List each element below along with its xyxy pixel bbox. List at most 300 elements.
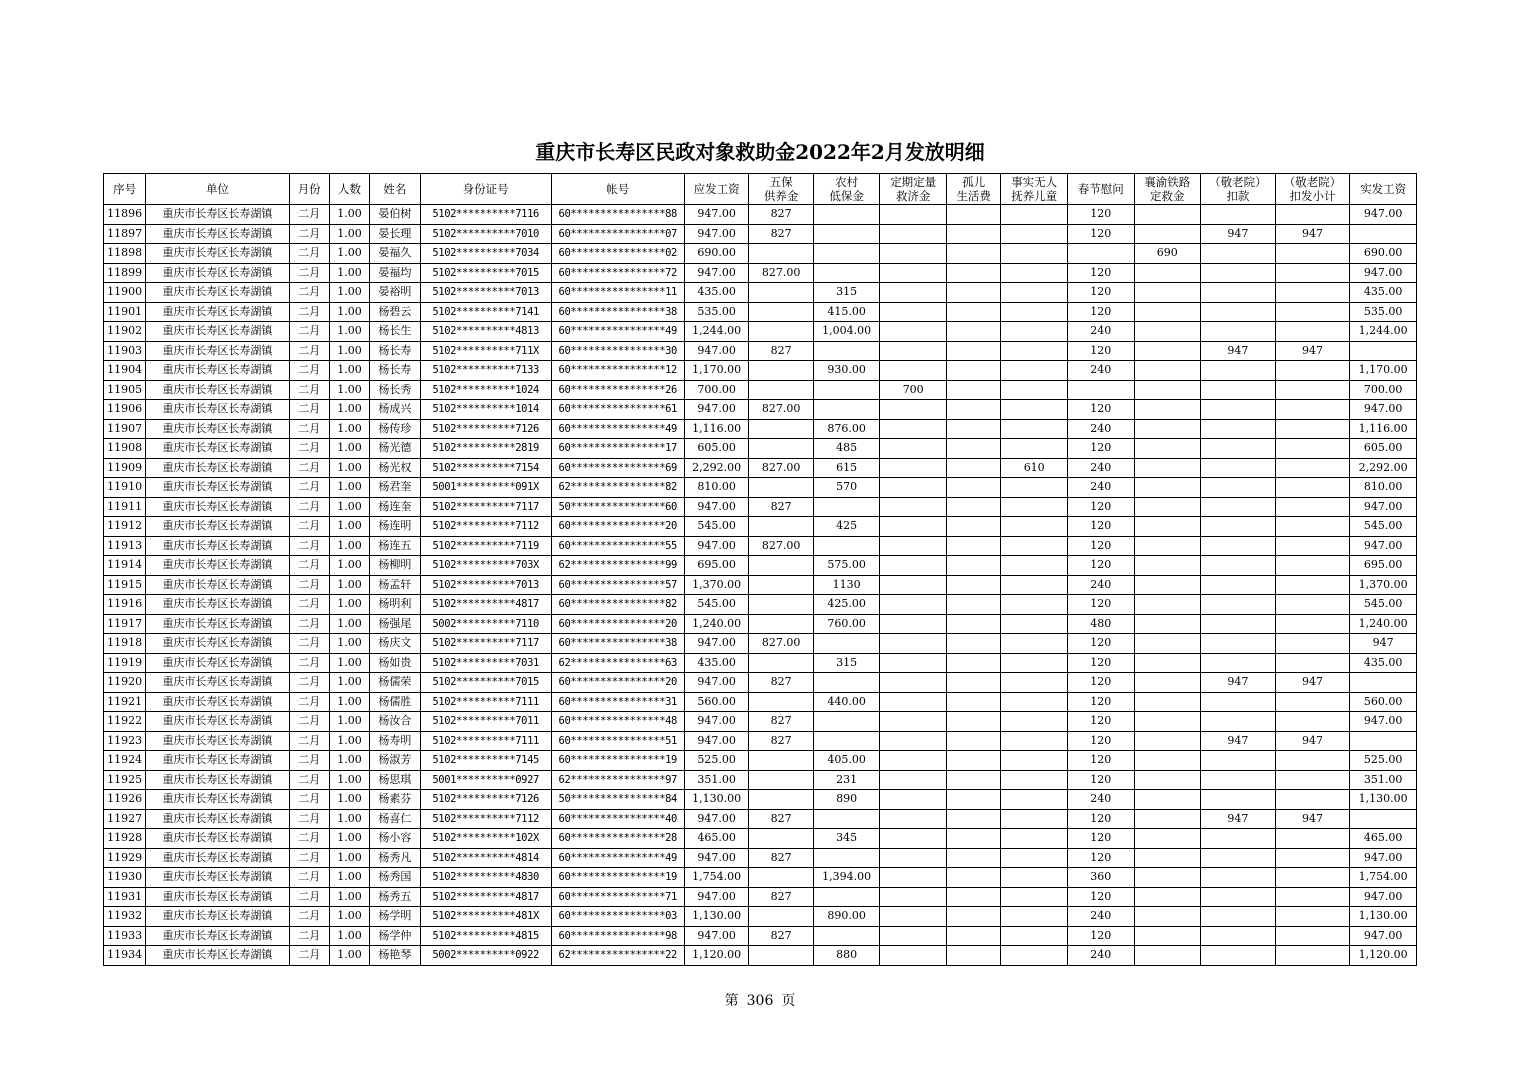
cell-regular-relief <box>880 302 947 322</box>
cell-rural-dibao <box>813 224 880 244</box>
cell-actual-pay: 947 <box>1350 634 1417 654</box>
cell-orphan-living <box>946 907 1000 927</box>
cell-index: 11896 <box>104 205 146 225</box>
cell-unsupported-child <box>1001 673 1068 693</box>
cell-count: 1.00 <box>329 907 369 927</box>
cell-regular-relief <box>880 595 947 615</box>
cell-name: 杨成兴 <box>370 400 420 420</box>
cell-unsupported-child <box>1001 653 1068 673</box>
cell-xiangyu-railway <box>1134 205 1201 225</box>
cell-index: 11903 <box>104 341 146 361</box>
header-col-regular-relief: 定期定量 救济金 <box>880 174 947 205</box>
cell-regular-relief <box>880 653 947 673</box>
header-col-unit: 单位 <box>146 174 289 205</box>
cell-account: 60****************31 <box>551 692 684 712</box>
cell-month: 二月 <box>289 224 329 244</box>
cell-index: 11923 <box>104 731 146 751</box>
cell-regular-relief <box>880 809 947 829</box>
cell-payable: 947.00 <box>684 673 749 693</box>
cell-account: 50****************60 <box>551 497 684 517</box>
cell-count: 1.00 <box>329 205 369 225</box>
cell-actual-pay: 560.00 <box>1350 692 1417 712</box>
cell-regular-relief <box>880 751 947 771</box>
cell-unit: 重庆市长寿区长寿湖镇 <box>146 712 289 732</box>
cell-account: 60****************20 <box>551 517 684 537</box>
cell-account: 60****************51 <box>551 731 684 751</box>
cell-unsupported-child <box>1001 302 1068 322</box>
cell-account: 60****************82 <box>551 595 684 615</box>
cell-rural-dibao: 570 <box>813 478 880 498</box>
cell-regular-relief <box>880 907 947 927</box>
cell-account: 62****************97 <box>551 770 684 790</box>
cell-index: 11913 <box>104 536 146 556</box>
cell-xiangyu-railway <box>1134 595 1201 615</box>
cell-nursing-deduction-subtotal <box>1275 322 1350 342</box>
cell-name: 杨学仲 <box>370 926 420 946</box>
cell-index: 11922 <box>104 712 146 732</box>
cell-xiangyu-railway <box>1134 458 1201 478</box>
cell-spring-festival: 120 <box>1067 595 1134 615</box>
cell-nursing-deduction <box>1201 380 1276 400</box>
cell-xiangyu-railway <box>1134 907 1201 927</box>
cell-nursing-deduction: 947 <box>1201 809 1276 829</box>
cell-orphan-living <box>946 419 1000 439</box>
cell-index: 11933 <box>104 926 146 946</box>
cell-actual-pay: 1,116.00 <box>1350 419 1417 439</box>
cell-account: 60****************38 <box>551 634 684 654</box>
cell-account: 60****************38 <box>551 302 684 322</box>
cell-actual-pay: 605.00 <box>1350 439 1417 459</box>
cell-regular-relief <box>880 224 947 244</box>
cell-nursing-deduction-subtotal <box>1275 692 1350 712</box>
cell-spring-festival: 480 <box>1067 614 1134 634</box>
cell-payable: 545.00 <box>684 595 749 615</box>
cell-nursing-deduction <box>1201 653 1276 673</box>
cell-orphan-living <box>946 517 1000 537</box>
cell-nursing-deduction <box>1201 517 1276 537</box>
cell-month: 二月 <box>289 536 329 556</box>
cell-actual-pay: 2,292.00 <box>1350 458 1417 478</box>
cell-orphan-living <box>946 809 1000 829</box>
cell-id-number: 5102**********7031 <box>420 653 551 673</box>
cell-spring-festival: 120 <box>1067 653 1134 673</box>
table-row <box>104 517 1417 537</box>
cell-month: 二月 <box>289 439 329 459</box>
cell-index: 11916 <box>104 595 146 615</box>
cell-spring-festival: 120 <box>1067 497 1134 517</box>
table-row <box>104 809 1417 829</box>
header-col-index: 序号 <box>104 174 146 205</box>
cell-spring-festival: 240 <box>1067 946 1134 966</box>
cell-payable: 947.00 <box>684 712 749 732</box>
cell-unsupported-child <box>1001 536 1068 556</box>
cell-unit: 重庆市长寿区长寿湖镇 <box>146 829 289 849</box>
cell-payable: 700.00 <box>684 380 749 400</box>
cell-payable: 947.00 <box>684 634 749 654</box>
cell-five-guarantee <box>749 517 814 537</box>
cell-nursing-deduction <box>1201 322 1276 342</box>
cell-actual-pay: 1,130.00 <box>1350 907 1417 927</box>
cell-xiangyu-railway <box>1134 809 1201 829</box>
page-title: 重庆市长寿区民政对象救助金2022年2月发放明细 <box>535 140 985 164</box>
cell-account: 62****************99 <box>551 556 684 576</box>
cell-spring-festival: 120 <box>1067 263 1134 283</box>
cell-rural-dibao <box>813 673 880 693</box>
cell-unsupported-child <box>1001 614 1068 634</box>
cell-actual-pay: 810.00 <box>1350 478 1417 498</box>
cell-index: 11898 <box>104 244 146 264</box>
cell-account: 60****************26 <box>551 380 684 400</box>
cell-spring-festival: 240 <box>1067 419 1134 439</box>
table-row <box>104 907 1417 927</box>
cell-spring-festival: 120 <box>1067 205 1134 225</box>
cell-unit: 重庆市长寿区长寿湖镇 <box>146 302 289 322</box>
cell-count: 1.00 <box>329 829 369 849</box>
table-row <box>104 712 1417 732</box>
cell-rural-dibao: 1130 <box>813 575 880 595</box>
cell-five-guarantee: 827 <box>749 887 814 907</box>
cell-nursing-deduction-subtotal <box>1275 556 1350 576</box>
cell-xiangyu-railway <box>1134 673 1201 693</box>
cell-nursing-deduction-subtotal <box>1275 517 1350 537</box>
cell-nursing-deduction: 947 <box>1201 673 1276 693</box>
cell-name: 杨连五 <box>370 536 420 556</box>
cell-nursing-deduction: 947 <box>1201 341 1276 361</box>
cell-five-guarantee <box>749 653 814 673</box>
cell-payable: 605.00 <box>684 439 749 459</box>
cell-nursing-deduction <box>1201 556 1276 576</box>
cell-count: 1.00 <box>329 497 369 517</box>
cell-name: 杨光德 <box>370 439 420 459</box>
cell-nursing-deduction <box>1201 770 1276 790</box>
cell-spring-festival <box>1067 380 1134 400</box>
cell-account: 60****************20 <box>551 614 684 634</box>
cell-actual-pay: 695.00 <box>1350 556 1417 576</box>
cell-name: 杨孟轩 <box>370 575 420 595</box>
cell-orphan-living <box>946 556 1000 576</box>
cell-actual-pay: 465.00 <box>1350 829 1417 849</box>
cell-rural-dibao <box>813 634 880 654</box>
cell-actual-pay: 1,370.00 <box>1350 575 1417 595</box>
cell-orphan-living <box>946 692 1000 712</box>
cell-unit: 重庆市长寿区长寿湖镇 <box>146 595 289 615</box>
cell-id-number: 5102**********7141 <box>420 302 551 322</box>
cell-name: 杨学明 <box>370 907 420 927</box>
cell-month: 二月 <box>289 478 329 498</box>
table-body <box>104 205 1417 966</box>
cell-nursing-deduction-subtotal <box>1275 770 1350 790</box>
cell-unsupported-child <box>1001 419 1068 439</box>
cell-orphan-living <box>946 868 1000 888</box>
cell-rural-dibao: 880 <box>813 946 880 966</box>
cell-name: 杨淑芳 <box>370 751 420 771</box>
cell-account: 60****************11 <box>551 283 684 303</box>
cell-payable: 947.00 <box>684 205 749 225</box>
cell-account: 60****************49 <box>551 419 684 439</box>
cell-xiangyu-railway <box>1134 302 1201 322</box>
cell-nursing-deduction <box>1201 536 1276 556</box>
cell-month: 二月 <box>289 712 329 732</box>
cell-payable: 947.00 <box>684 887 749 907</box>
cell-nursing-deduction-subtotal <box>1275 848 1350 868</box>
cell-account: 60****************69 <box>551 458 684 478</box>
header-col-nursing-deduction: （敬老院） 扣款 <box>1201 174 1276 205</box>
cell-five-guarantee <box>749 419 814 439</box>
cell-nursing-deduction <box>1201 887 1276 907</box>
cell-actual-pay: 1,170.00 <box>1350 361 1417 381</box>
cell-five-guarantee <box>749 302 814 322</box>
cell-count: 1.00 <box>329 322 369 342</box>
cell-actual-pay: 1,120.00 <box>1350 946 1417 966</box>
cell-orphan-living <box>946 478 1000 498</box>
table-row <box>104 926 1417 946</box>
cell-month: 二月 <box>289 341 329 361</box>
cell-month: 二月 <box>289 302 329 322</box>
header-col-spring-festival: 春节慰问 <box>1067 174 1134 205</box>
cell-name: 杨君奎 <box>370 478 420 498</box>
cell-five-guarantee <box>749 692 814 712</box>
cell-nursing-deduction-subtotal <box>1275 575 1350 595</box>
cell-name: 杨思琪 <box>370 770 420 790</box>
cell-id-number: 5102**********4815 <box>420 926 551 946</box>
cell-regular-relief <box>880 790 947 810</box>
cell-payable: 465.00 <box>684 829 749 849</box>
cell-id-number: 5102**********7117 <box>420 497 551 517</box>
cell-xiangyu-railway <box>1134 322 1201 342</box>
cell-name: 杨光权 <box>370 458 420 478</box>
cell-nursing-deduction <box>1201 302 1276 322</box>
cell-spring-festival: 240 <box>1067 361 1134 381</box>
cell-nursing-deduction-subtotal <box>1275 751 1350 771</box>
cell-id-number: 5102**********7117 <box>420 634 551 654</box>
cell-unsupported-child <box>1001 946 1068 966</box>
cell-xiangyu-railway <box>1134 634 1201 654</box>
cell-id-number: 5002**********7110 <box>420 614 551 634</box>
cell-xiangyu-railway <box>1134 439 1201 459</box>
cell-rural-dibao <box>813 887 880 907</box>
cell-payable: 947.00 <box>684 497 749 517</box>
table-row <box>104 575 1417 595</box>
cell-spring-festival: 240 <box>1067 322 1134 342</box>
cell-count: 1.00 <box>329 244 369 264</box>
cell-spring-festival: 120 <box>1067 283 1134 303</box>
cell-count: 1.00 <box>329 653 369 673</box>
cell-xiangyu-railway <box>1134 283 1201 303</box>
cell-account: 50****************84 <box>551 790 684 810</box>
cell-id-number: 5102**********7126 <box>420 790 551 810</box>
cell-index: 11911 <box>104 497 146 517</box>
cell-actual-pay <box>1350 809 1417 829</box>
cell-id-number: 5001**********0927 <box>420 770 551 790</box>
cell-unsupported-child <box>1001 556 1068 576</box>
cell-nursing-deduction <box>1201 614 1276 634</box>
cell-name: 杨秀凡 <box>370 848 420 868</box>
cell-five-guarantee: 827.00 <box>749 536 814 556</box>
cell-unit: 重庆市长寿区长寿湖镇 <box>146 907 289 927</box>
cell-regular-relief <box>880 868 947 888</box>
cell-xiangyu-railway <box>1134 263 1201 283</box>
cell-xiangyu-railway <box>1134 926 1201 946</box>
cell-name: 杨连明 <box>370 517 420 537</box>
cell-nursing-deduction-subtotal <box>1275 712 1350 732</box>
cell-id-number: 5102**********4817 <box>420 595 551 615</box>
cell-rural-dibao <box>813 341 880 361</box>
header-col-account: 帐号 <box>551 174 684 205</box>
cell-orphan-living <box>946 575 1000 595</box>
cell-rural-dibao: 315 <box>813 653 880 673</box>
cell-index: 11906 <box>104 400 146 420</box>
cell-spring-festival: 120 <box>1067 517 1134 537</box>
cell-month: 二月 <box>289 809 329 829</box>
header-col-nursing-deduction-subtotal: （敬老院） 扣发小计 <box>1275 174 1350 205</box>
cell-five-guarantee <box>749 946 814 966</box>
cell-count: 1.00 <box>329 595 369 615</box>
cell-spring-festival: 120 <box>1067 634 1134 654</box>
table-row <box>104 848 1417 868</box>
cell-nursing-deduction-subtotal: 947 <box>1275 224 1350 244</box>
cell-five-guarantee: 827 <box>749 224 814 244</box>
cell-nursing-deduction-subtotal <box>1275 926 1350 946</box>
cell-payable: 1,130.00 <box>684 790 749 810</box>
cell-unsupported-child: 610 <box>1001 458 1068 478</box>
cell-payable: 947.00 <box>684 809 749 829</box>
cell-account: 60****************02 <box>551 244 684 264</box>
cell-unsupported-child <box>1001 205 1068 225</box>
cell-five-guarantee: 827 <box>749 205 814 225</box>
cell-index: 11897 <box>104 224 146 244</box>
cell-count: 1.00 <box>329 946 369 966</box>
cell-payable: 1,754.00 <box>684 868 749 888</box>
cell-nursing-deduction-subtotal <box>1275 536 1350 556</box>
cell-id-number: 5102**********7126 <box>420 419 551 439</box>
cell-unsupported-child <box>1001 575 1068 595</box>
table-row <box>104 302 1417 322</box>
cell-rural-dibao: 1,394.00 <box>813 868 880 888</box>
table-row <box>104 380 1417 400</box>
cell-xiangyu-railway <box>1134 536 1201 556</box>
cell-nursing-deduction <box>1201 790 1276 810</box>
cell-index: 11902 <box>104 322 146 342</box>
cell-rural-dibao <box>813 380 880 400</box>
cell-name: 晏长理 <box>370 224 420 244</box>
cell-regular-relief <box>880 400 947 420</box>
cell-five-guarantee <box>749 283 814 303</box>
cell-xiangyu-railway <box>1134 946 1201 966</box>
table-row <box>104 614 1417 634</box>
cell-name: 杨长秀 <box>370 380 420 400</box>
cell-xiangyu-railway <box>1134 887 1201 907</box>
table-row <box>104 595 1417 615</box>
cell-month: 二月 <box>289 205 329 225</box>
cell-five-guarantee: 827 <box>749 848 814 868</box>
cell-unit: 重庆市长寿区长寿湖镇 <box>146 263 289 283</box>
cell-payable: 695.00 <box>684 556 749 576</box>
cell-xiangyu-railway <box>1134 224 1201 244</box>
cell-five-guarantee <box>749 380 814 400</box>
cell-index: 11907 <box>104 419 146 439</box>
cell-unit: 重庆市长寿区长寿湖镇 <box>146 634 289 654</box>
cell-unsupported-child <box>1001 478 1068 498</box>
cell-count: 1.00 <box>329 341 369 361</box>
header-col-actual-pay: 实发工资 <box>1350 174 1417 205</box>
cell-five-guarantee <box>749 770 814 790</box>
cell-count: 1.00 <box>329 926 369 946</box>
cell-actual-pay: 690.00 <box>1350 244 1417 264</box>
cell-spring-festival: 120 <box>1067 731 1134 751</box>
cell-payable: 1,170.00 <box>684 361 749 381</box>
cell-orphan-living <box>946 302 1000 322</box>
cell-five-guarantee <box>749 868 814 888</box>
cell-unit: 重庆市长寿区长寿湖镇 <box>146 575 289 595</box>
cell-rural-dibao <box>813 205 880 225</box>
cell-actual-pay: 947.00 <box>1350 848 1417 868</box>
cell-unsupported-child <box>1001 848 1068 868</box>
cell-nursing-deduction <box>1201 205 1276 225</box>
cell-rural-dibao: 425 <box>813 517 880 537</box>
table-row <box>104 263 1417 283</box>
cell-actual-pay: 947.00 <box>1350 887 1417 907</box>
cell-regular-relief <box>880 575 947 595</box>
cell-index: 11921 <box>104 692 146 712</box>
cell-xiangyu-railway <box>1134 400 1201 420</box>
cell-rural-dibao <box>813 263 880 283</box>
cell-rural-dibao: 440.00 <box>813 692 880 712</box>
cell-xiangyu-railway: 690 <box>1134 244 1201 264</box>
cell-account: 60****************49 <box>551 848 684 868</box>
cell-id-number: 5102**********7011 <box>420 712 551 732</box>
cell-spring-festival: 120 <box>1067 809 1134 829</box>
table-row <box>104 361 1417 381</box>
cell-actual-pay: 1,130.00 <box>1350 790 1417 810</box>
cell-spring-festival: 120 <box>1067 556 1134 576</box>
cell-actual-pay <box>1350 731 1417 751</box>
cell-index: 11899 <box>104 263 146 283</box>
cell-count: 1.00 <box>329 712 369 732</box>
cell-rural-dibao: 405.00 <box>813 751 880 771</box>
cell-orphan-living <box>946 341 1000 361</box>
cell-orphan-living <box>946 263 1000 283</box>
cell-actual-pay: 1,754.00 <box>1350 868 1417 888</box>
header-col-orphan-living: 孤儿 生活费 <box>946 174 1000 205</box>
cell-index: 11905 <box>104 380 146 400</box>
table-row <box>104 244 1417 264</box>
cell-nursing-deduction-subtotal <box>1275 829 1350 849</box>
cell-xiangyu-railway <box>1134 770 1201 790</box>
cell-unit: 重庆市长寿区长寿湖镇 <box>146 439 289 459</box>
cell-unit: 重庆市长寿区长寿湖镇 <box>146 790 289 810</box>
cell-month: 二月 <box>289 731 329 751</box>
cell-regular-relief <box>880 731 947 751</box>
cell-unit: 重庆市长寿区长寿湖镇 <box>146 770 289 790</box>
cell-five-guarantee <box>749 575 814 595</box>
cell-month: 二月 <box>289 926 329 946</box>
cell-unit: 重庆市长寿区长寿湖镇 <box>146 868 289 888</box>
page-prefix: 第 <box>724 993 739 1009</box>
cell-spring-festival: 120 <box>1067 400 1134 420</box>
cell-unit: 重庆市长寿区长寿湖镇 <box>146 946 289 966</box>
cell-month: 二月 <box>289 634 329 654</box>
cell-index: 11917 <box>104 614 146 634</box>
cell-orphan-living <box>946 458 1000 478</box>
cell-nursing-deduction-subtotal: 947 <box>1275 673 1350 693</box>
cell-index: 11930 <box>104 868 146 888</box>
cell-index: 11932 <box>104 907 146 927</box>
cell-rural-dibao: 890 <box>813 790 880 810</box>
table-row <box>104 868 1417 888</box>
cell-nursing-deduction-subtotal <box>1275 419 1350 439</box>
cell-payable: 1,244.00 <box>684 322 749 342</box>
cell-actual-pay: 947.00 <box>1350 712 1417 732</box>
